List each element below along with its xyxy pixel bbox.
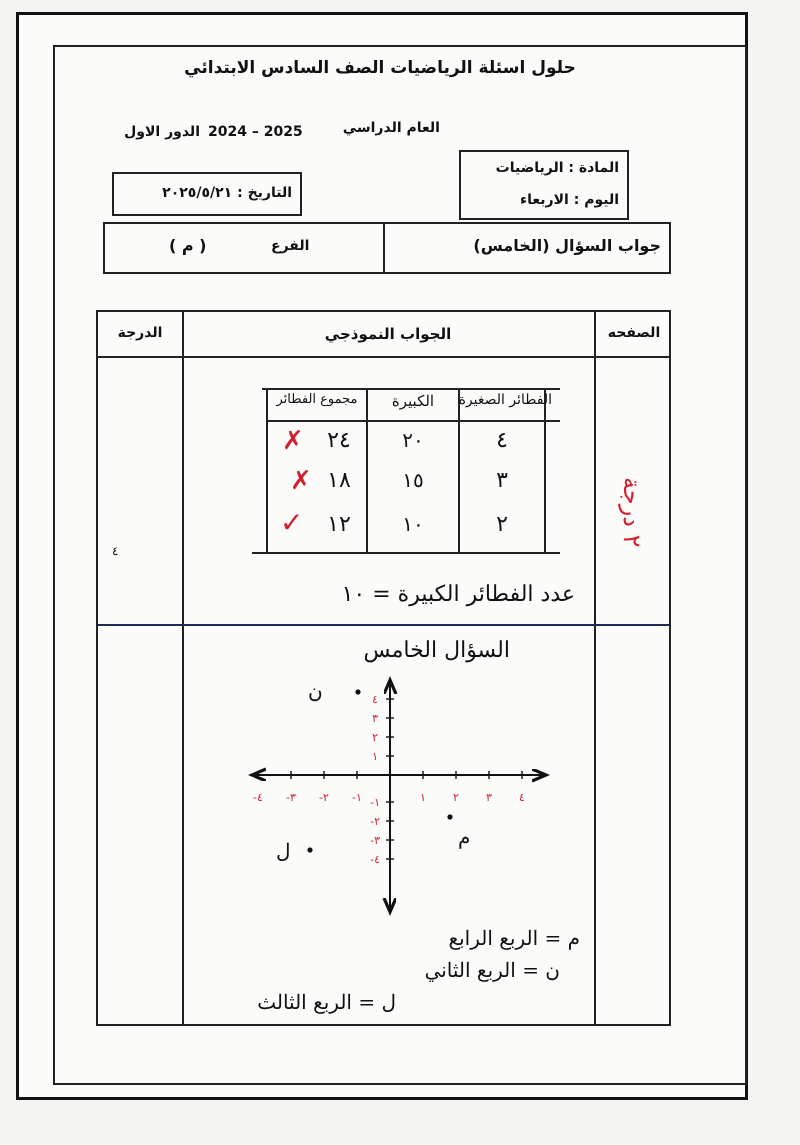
x-tick-label: ٤ <box>519 791 525 804</box>
table-row: ٣ <box>496 468 508 493</box>
answer-line-m: م = الربع الرابع <box>448 926 580 950</box>
branch-label: الفرع <box>271 238 310 254</box>
pastry-table-top <box>262 388 560 390</box>
side-mark: ٤ <box>112 544 119 558</box>
check-mark-icon: ✓ <box>280 506 304 539</box>
round-label: الدور الاول <box>124 124 200 140</box>
x-tick-label: -١ <box>352 791 362 804</box>
grade-column-header: الدرجة <box>117 325 163 341</box>
point-l-dot <box>307 847 312 852</box>
question-label: جواب السؤال (الخامس) <box>473 236 661 255</box>
day-label: اليوم : الاربعاء <box>519 192 619 208</box>
pastry-table-bottom <box>252 552 560 554</box>
y-tick-label: -٣ <box>370 834 380 847</box>
y-tick-label: ١ <box>372 750 378 763</box>
y-tick-label: -٤ <box>370 853 380 866</box>
year-value: 2024 – 2025 <box>208 124 303 140</box>
pastry-table-head-line <box>266 420 560 422</box>
point-l-label: ل <box>276 839 291 863</box>
answer-line-l: ل = الربع الثالث <box>257 990 396 1014</box>
x-tick-label: -٣ <box>286 791 296 804</box>
x-tick-label: ٢ <box>453 791 459 804</box>
table-row: ٢٠ <box>402 428 424 452</box>
answer-column-header: الجواب النموذجي <box>324 325 452 343</box>
y-tick-label: -١ <box>370 796 380 809</box>
question-box-divider <box>383 224 385 272</box>
table-row: ١٠ <box>402 512 424 536</box>
page-column-line <box>594 312 596 1024</box>
pastry-header-total: مجموع الفطائر <box>276 392 358 407</box>
point-m-label: م <box>458 825 471 849</box>
table-row: ٢٤ <box>327 428 351 453</box>
table-row: ١٢ <box>327 512 351 537</box>
pastry-col-line-1 <box>266 388 268 552</box>
date-box <box>112 172 302 216</box>
pastry-col-line-4 <box>544 388 546 552</box>
coordinate-plane <box>240 670 560 920</box>
y-tick-label: ٤ <box>372 693 378 706</box>
table-row: ٤ <box>496 428 508 453</box>
y-tick-label: ٣ <box>372 712 378 725</box>
x-tick-label: -٤ <box>253 791 263 804</box>
wrong-mark-icon: ✗ <box>290 466 312 496</box>
subject-day-box <box>459 150 629 220</box>
point-m-dot <box>447 814 452 819</box>
table-row: ٢ <box>496 512 508 537</box>
question-box <box>103 222 671 274</box>
grade-column-line <box>182 312 184 1024</box>
point-n-dot <box>355 689 360 694</box>
x-tick-label: ٣ <box>486 791 492 804</box>
pastry-header-small: الفطائر الصغيرة <box>458 392 552 408</box>
section-title: السؤال الخامس <box>363 638 510 663</box>
wrong-mark-icon: ✗ <box>282 426 304 456</box>
x-tick-label: ١ <box>420 791 426 804</box>
pastry-table <box>262 388 560 554</box>
table-row: ١٥ <box>402 468 424 492</box>
margin-grade-note: ٢ درجة <box>618 477 646 548</box>
answer-line-n: ن = الربع الثاني <box>424 958 560 982</box>
pastry-header-large: الكبيرة <box>391 392 435 410</box>
page-column-header: الصفحه <box>607 325 661 341</box>
year-label: العام الدراسي <box>342 120 440 136</box>
date-label: التاريخ : ٢٠٢٥/٥/٢١ <box>162 185 292 201</box>
page-title: حلول اسئلة الرياضيات الصف السادس الابتدائي <box>184 58 576 78</box>
branch-value: ( م ) <box>169 236 207 255</box>
subject-label: المادة : الرياضيات <box>495 160 619 176</box>
section-divider <box>98 624 669 626</box>
table-row: ١٨ <box>327 468 351 493</box>
x-tick-label: -٢ <box>319 791 329 804</box>
y-tick-label: -٢ <box>370 815 380 828</box>
y-tick-label: ٢ <box>372 731 378 744</box>
result-line: عدد الفطائر الكبيرة = ١٠ <box>341 582 575 607</box>
point-n-label: ن <box>308 679 323 703</box>
